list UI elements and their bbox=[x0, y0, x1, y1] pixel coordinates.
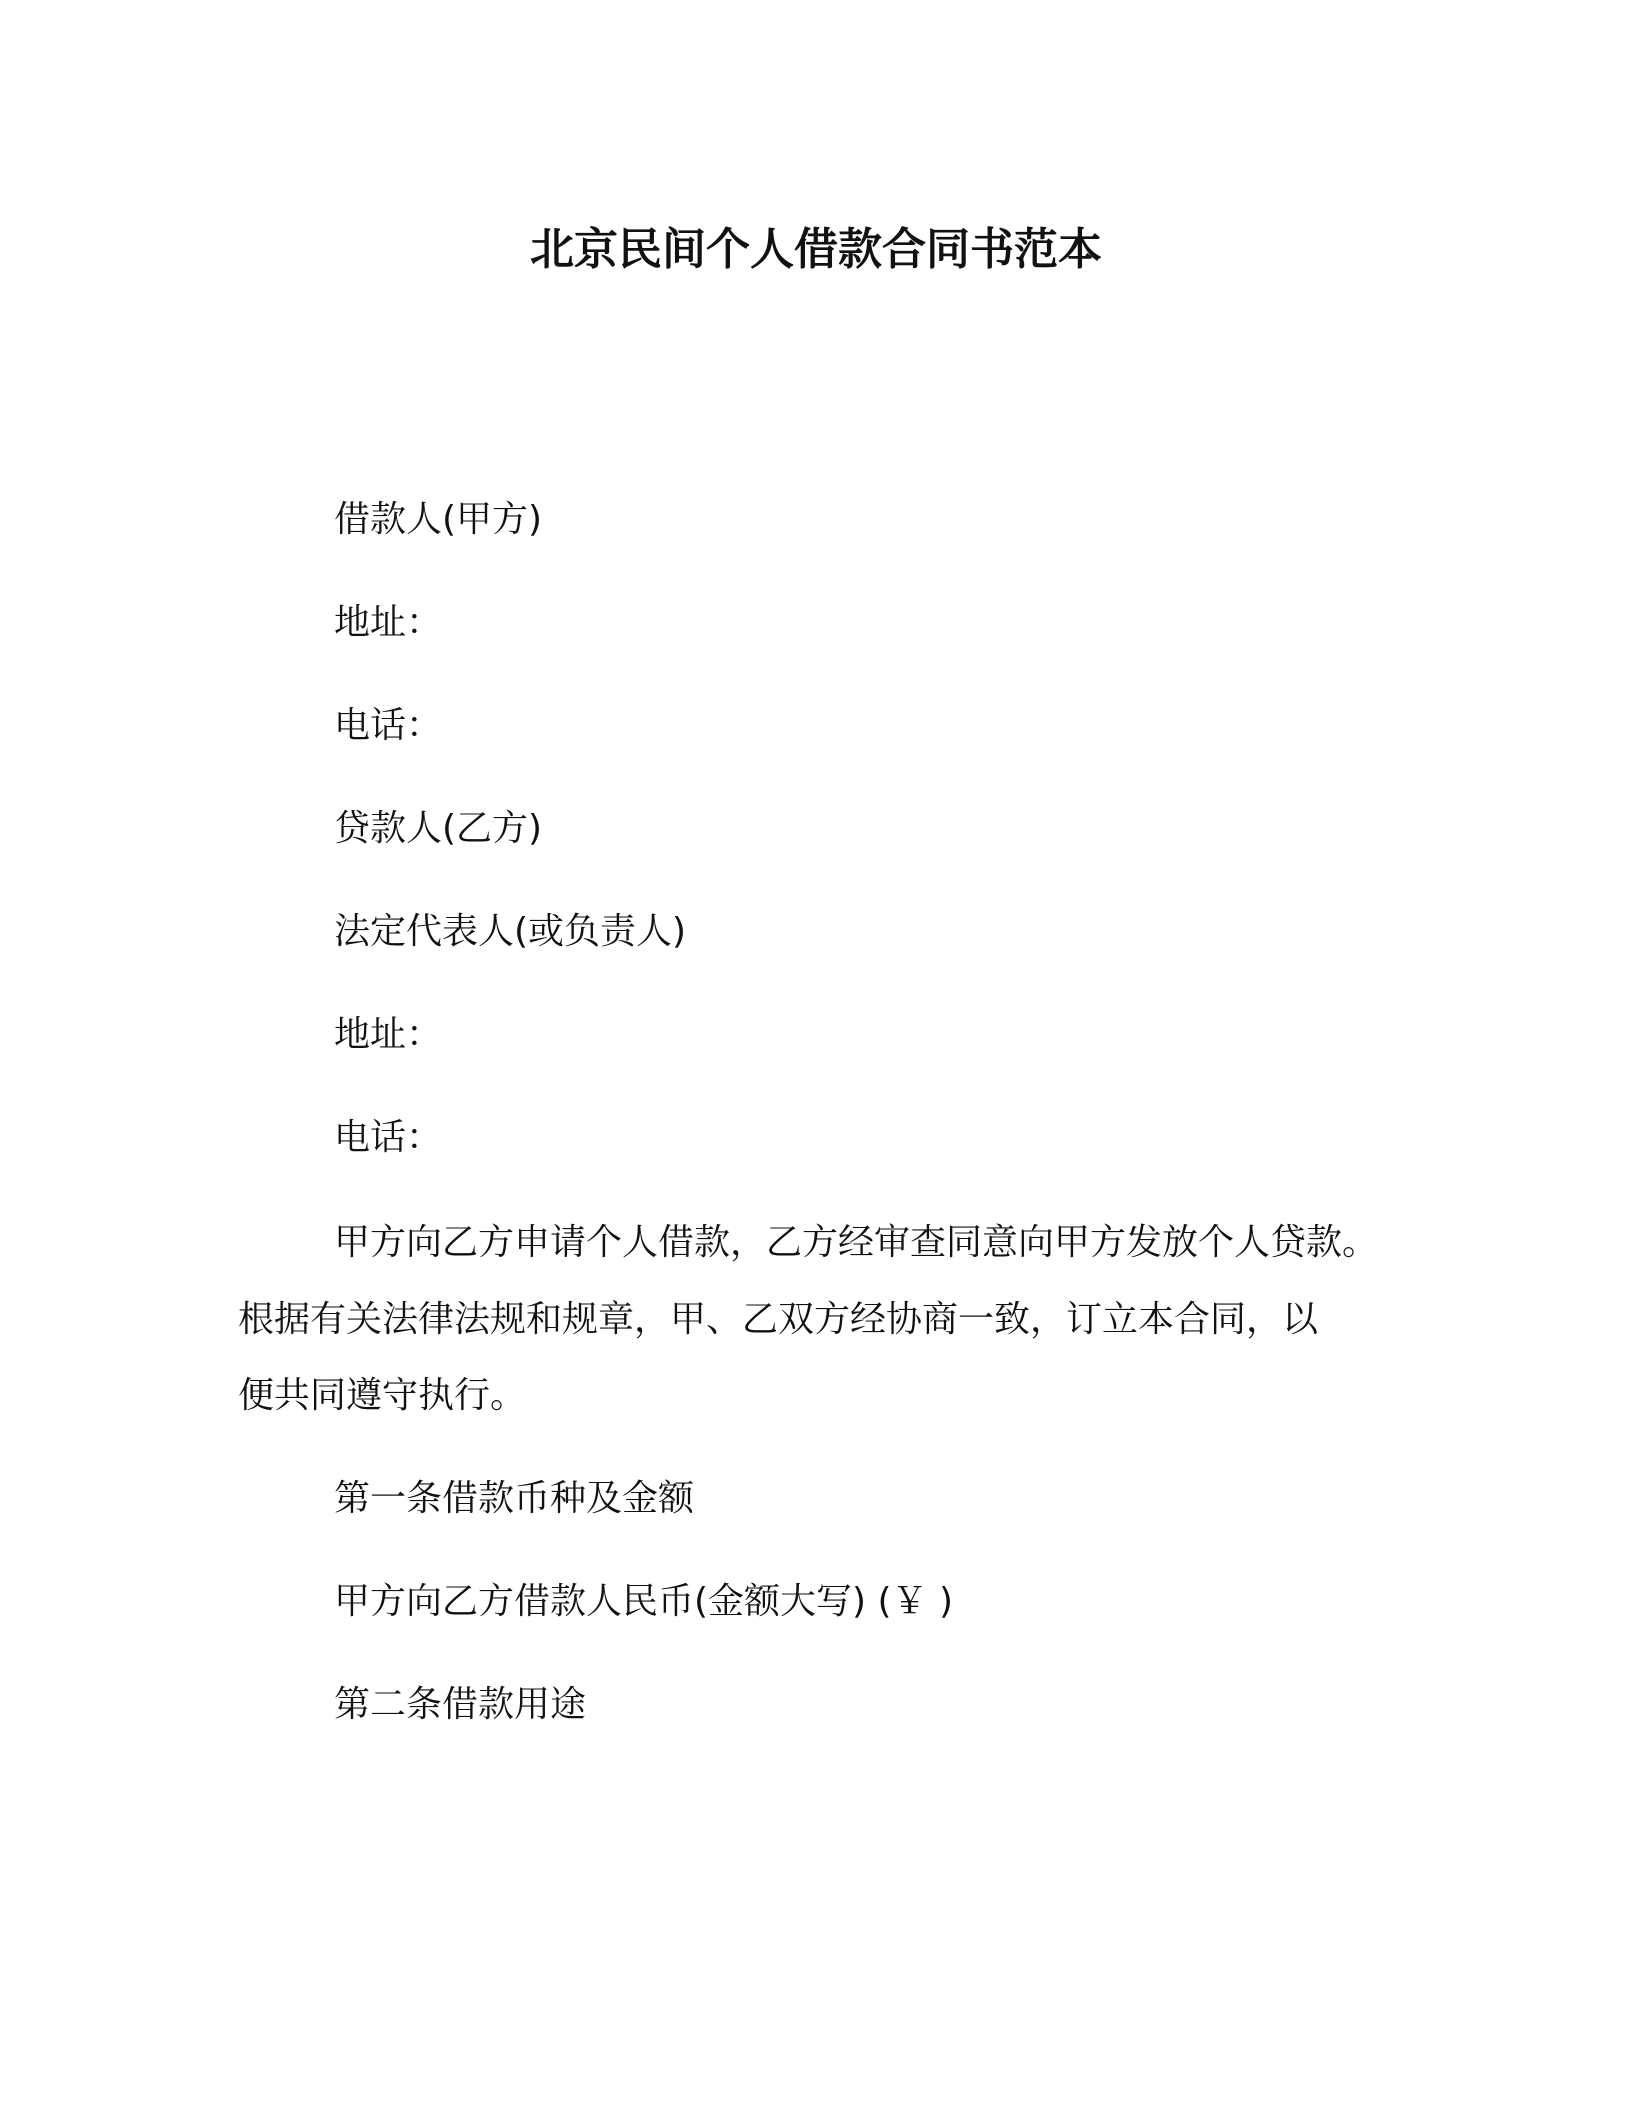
borrower-label: 借款人(甲方) bbox=[334, 499, 543, 540]
borrower-address-label: 地址： bbox=[334, 602, 443, 643]
preamble-line-3: 便共同遵守执行。 bbox=[238, 1375, 527, 1416]
article-1-text: 甲方向乙方借款人民币(金额大写) (￥ ) bbox=[334, 1581, 954, 1622]
document-title: 北京民间个人借款合同书范本 bbox=[530, 224, 1102, 275]
borrower-phone-label: 电话： bbox=[334, 705, 443, 746]
lender-label: 贷款人(乙方) bbox=[334, 808, 543, 849]
article-1-heading: 第一条借款币种及金额 bbox=[334, 1478, 695, 1519]
legal-representative-label: 法定代表人(或负责人) bbox=[334, 911, 687, 952]
lender-phone-label: 电话： bbox=[334, 1117, 443, 1158]
preamble-line-1: 甲方向乙方申请个人借款，乙方经审查同意向甲方发放个人贷款。 bbox=[334, 1222, 1379, 1263]
preamble-line-2: 根据有关法律法规和规章，甲、乙双方经协商一致，订立本合同，以 bbox=[238, 1299, 1319, 1340]
article-2-heading: 第二条借款用途 bbox=[334, 1684, 587, 1725]
lender-address-label: 地址： bbox=[334, 1014, 443, 1055]
